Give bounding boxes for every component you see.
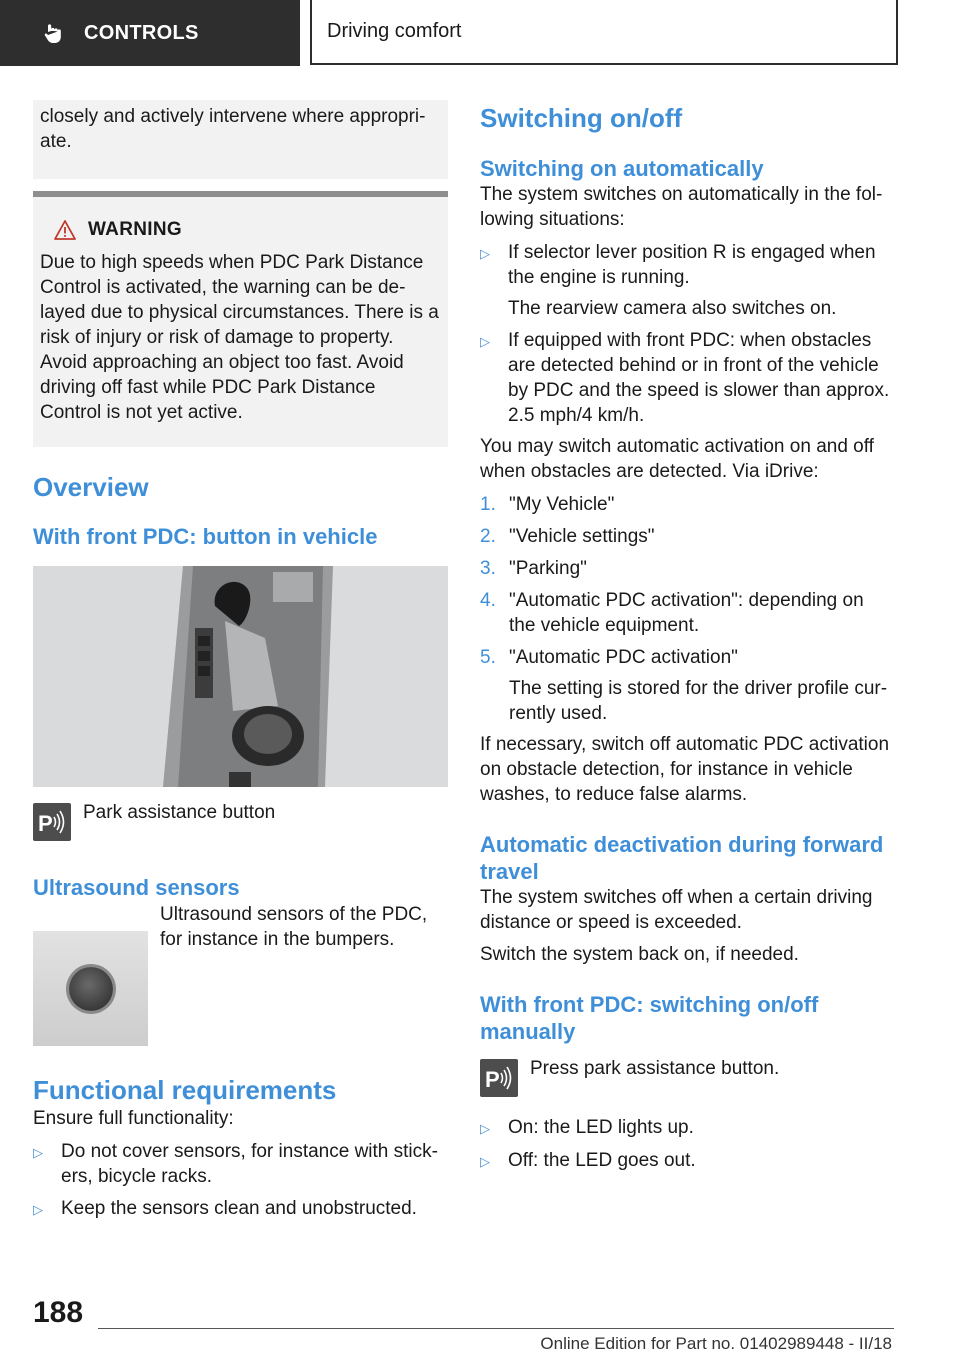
list-item — [480, 240, 892, 321]
warning-header — [54, 217, 440, 242]
auto-on-list — [480, 240, 892, 428]
step-text: "Parking" — [509, 558, 587, 579]
chapter-label: Driving comfort — [327, 20, 462, 42]
step-text: "Automatic PDC activation": depending on the vehicle equipment. — [509, 590, 864, 636]
bullet-triangle-icon: ▷ — [33, 1202, 43, 1217]
warning-text: Due to high speeds when PDC Park Distance Control is activated, the warning can be de-layed due to physical circumstances. There is a risk of injury or risk of damage to property. Avoid approaching an object too fast. Avoid driving off fast while PDC Park Distance Control is not yet active. — [40, 252, 439, 423]
list-item-subtext: The rearview camera also switches on. — [508, 298, 837, 319]
section-label: CONTROLS — [84, 21, 199, 44]
step-text: "Automatic PDC activation" — [509, 647, 738, 668]
manual-heading: With front PDC: switching on/off manually — [480, 992, 819, 1044]
button-caption: Park assistance button — [83, 802, 276, 823]
section-tab — [0, 0, 300, 66]
step-item — [480, 492, 892, 517]
step-number: 5. — [480, 647, 496, 668]
hand-pointer-icon — [42, 21, 66, 45]
step-item — [480, 645, 892, 726]
list-item — [480, 328, 892, 428]
sensor-icon — [69, 967, 113, 1011]
switching-heading: Switching on/off — [480, 103, 683, 133]
list-item — [33, 1139, 448, 1189]
page-number: 188 — [33, 1296, 84, 1329]
step-item — [480, 556, 892, 581]
functional-intro: Ensure full functionality: — [33, 1108, 234, 1129]
step-subtext: The setting is stored for the driver profile cur-rently used. — [509, 678, 888, 724]
step-item — [480, 588, 892, 638]
functional-requirements-heading: Functional requirements — [33, 1075, 337, 1105]
step-text: "Vehicle settings" — [509, 526, 655, 547]
note-box — [33, 100, 448, 179]
auto-on-intro: The system switches on automatically in the fol-lowing situations: — [480, 184, 883, 230]
front-pdc-heading: With front PDC: button in vehicle — [33, 524, 378, 549]
list-item-text: On: the LED lights up. — [508, 1117, 694, 1138]
sensors-heading: Ultrasound sensors — [33, 875, 240, 900]
bullet-triangle-icon: ▷ — [480, 1154, 490, 1169]
list-item-text: Do not cover sensors, for instance with stick-ers, bicycle racks. — [61, 1141, 438, 1187]
step-item — [480, 524, 892, 549]
step-number: 3. — [480, 558, 496, 579]
functional-list — [33, 1139, 448, 1222]
list-item-text: Off: the LED goes out. — [508, 1150, 696, 1171]
list-item — [480, 1148, 892, 1174]
park-assist-button-icon — [480, 1059, 518, 1097]
deactivation-text-1: The system switches off when a certain driving distance or speed is exceeded. — [480, 887, 873, 933]
step-number: 4. — [480, 590, 496, 611]
warning-triangle-icon — [54, 220, 76, 240]
step-text: "My Vehicle" — [509, 494, 615, 515]
sensor-photo — [33, 931, 148, 1046]
deactivation-heading: Automatic deactivation during forward travel — [480, 832, 884, 884]
sensors-text: Ultrasound sensors of the PDC, for instance in the bumpers. — [160, 904, 428, 950]
center-console-illustration — [33, 566, 448, 787]
footer-divider — [98, 1328, 894, 1329]
steps-list — [480, 492, 892, 726]
list-item-text: If selector lever position R is engaged when the engine is running. — [508, 242, 876, 288]
auto-on-heading: Switching on automatically — [480, 156, 764, 181]
edition-text: Online Edition for Part no. 01402989448 - II/18 — [540, 1334, 892, 1353]
bullet-triangle-icon: ▷ — [33, 1145, 43, 1160]
list-item — [480, 1115, 892, 1141]
overview-heading: Overview — [33, 472, 149, 502]
left-column — [33, 100, 448, 1222]
manual-caption: Press park assistance button. — [530, 1058, 780, 1079]
svg-text:P: P — [38, 811, 53, 835]
deactivation-text-2: Switch the system back on, if needed. — [480, 944, 799, 965]
bullet-triangle-icon: ▷ — [480, 246, 490, 261]
list-item — [33, 1196, 448, 1222]
manual-caption-row — [480, 1059, 892, 1097]
step-number: 1. — [480, 494, 496, 515]
center-console-photo — [33, 566, 448, 787]
list-item-text: Keep the sensors clean and unobstructed. — [61, 1198, 417, 1219]
note-text: closely and actively intervene where appropri-ate. — [40, 106, 426, 152]
chapter-tab — [310, 0, 898, 65]
after-steps-paragraph: If necessary, switch off automatic PDC activation on obstacle detection, for instance in vehicle washes, to reduce false alarms. — [480, 734, 890, 805]
list-item-text: If equipped with front PDC: when obstacles are detected behind or in front of the vehicle by PDC and the speed is slower than approx. 2.5 mph/4 km/h. — [508, 330, 890, 426]
step-number: 2. — [480, 526, 496, 547]
warning-title: WARNING — [88, 219, 182, 240]
right-column — [480, 100, 892, 1174]
manual-list — [480, 1115, 892, 1174]
park-assist-button-icon — [33, 803, 71, 841]
auto-paragraph: You may switch automatic activation on and off when obstacles are detected. Via iDrive: — [480, 436, 874, 482]
warning-box — [33, 191, 448, 447]
sensors-row — [33, 901, 448, 1046]
bullet-triangle-icon: ▷ — [480, 334, 490, 349]
svg-text:P: P — [485, 1067, 500, 1091]
button-caption-row — [33, 803, 448, 841]
bullet-triangle-icon: ▷ — [480, 1121, 490, 1136]
